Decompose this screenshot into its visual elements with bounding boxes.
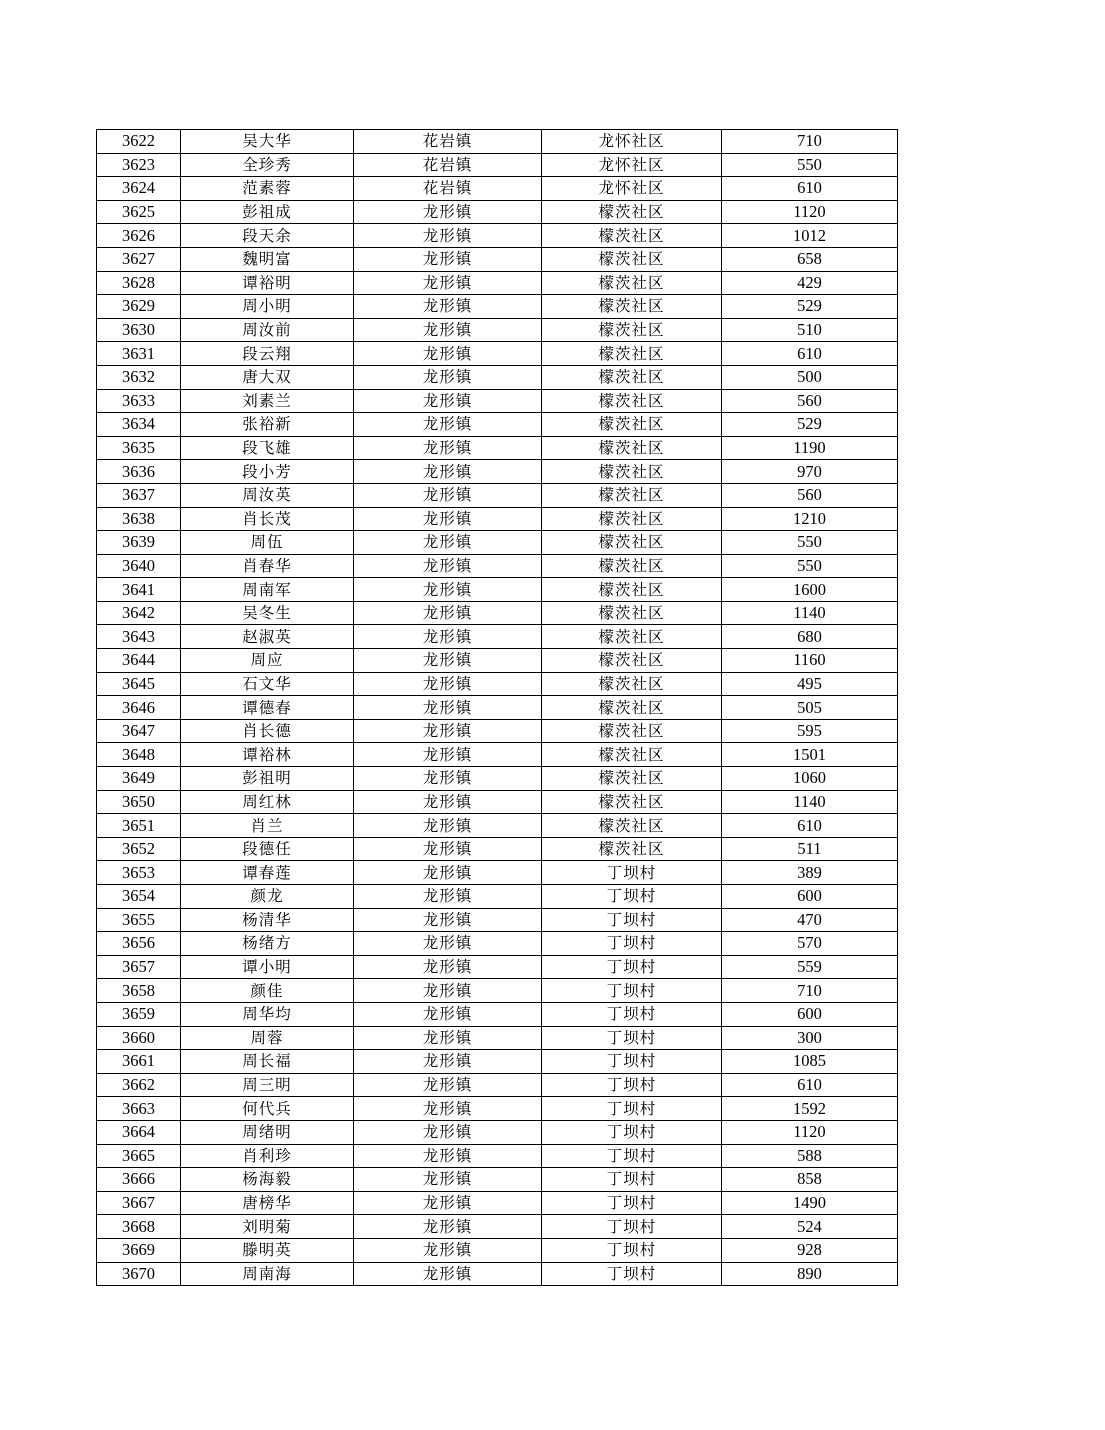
community-cell: 檬茨社区 <box>542 767 722 791</box>
row-id-cell: 3669 <box>97 1238 181 1262</box>
town-cell: 龙形镇 <box>354 837 542 861</box>
amount-cell: 1190 <box>722 436 898 460</box>
amount-cell: 600 <box>722 1002 898 1026</box>
amount-cell: 560 <box>722 389 898 413</box>
row-id-cell: 3668 <box>97 1215 181 1239</box>
amount-cell: 610 <box>722 177 898 201</box>
town-cell: 龙形镇 <box>354 295 542 319</box>
town-cell: 龙形镇 <box>354 318 542 342</box>
name-cell: 周小明 <box>181 295 354 319</box>
community-cell: 檬茨社区 <box>542 295 722 319</box>
table-row <box>97 295 898 319</box>
row-id-cell: 3622 <box>97 130 181 154</box>
row-id-cell: 3630 <box>97 318 181 342</box>
table-row <box>97 483 898 507</box>
community-cell: 檬茨社区 <box>542 790 722 814</box>
table-row <box>97 861 898 885</box>
community-cell: 檬茨社区 <box>542 625 722 649</box>
amount-cell: 389 <box>722 861 898 885</box>
amount-cell: 680 <box>722 625 898 649</box>
row-id-cell: 3634 <box>97 413 181 437</box>
amount-cell: 600 <box>722 885 898 909</box>
community-cell: 丁坝村 <box>542 885 722 909</box>
community-cell: 檬茨社区 <box>542 672 722 696</box>
row-id-cell: 3649 <box>97 767 181 791</box>
row-id-cell: 3660 <box>97 1026 181 1050</box>
town-cell: 龙形镇 <box>354 460 542 484</box>
table-row <box>97 1215 898 1239</box>
row-id-cell: 3637 <box>97 483 181 507</box>
amount-cell: 1085 <box>722 1050 898 1074</box>
town-cell: 龙形镇 <box>354 979 542 1003</box>
community-cell: 丁坝村 <box>542 1168 722 1192</box>
table-row <box>97 1050 898 1074</box>
community-cell: 檬茨社区 <box>542 814 722 838</box>
row-id-cell: 3641 <box>97 578 181 602</box>
community-cell: 丁坝村 <box>542 955 722 979</box>
town-cell: 龙形镇 <box>354 1238 542 1262</box>
amount-cell: 1120 <box>722 200 898 224</box>
table-body <box>97 130 898 1286</box>
town-cell: 龙形镇 <box>354 271 542 295</box>
amount-cell: 1060 <box>722 767 898 791</box>
row-id-cell: 3648 <box>97 743 181 767</box>
name-cell: 周华均 <box>181 1002 354 1026</box>
row-id-cell: 3647 <box>97 719 181 743</box>
row-id-cell: 3646 <box>97 696 181 720</box>
table-row <box>97 1026 898 1050</box>
name-cell: 彭祖明 <box>181 767 354 791</box>
table-row <box>97 1002 898 1026</box>
table-row <box>97 601 898 625</box>
row-id-cell: 3644 <box>97 649 181 673</box>
row-id-cell: 3626 <box>97 224 181 248</box>
amount-cell: 610 <box>722 342 898 366</box>
town-cell: 龙形镇 <box>354 1050 542 1074</box>
town-cell: 龙形镇 <box>354 1097 542 1121</box>
name-cell: 杨海毅 <box>181 1168 354 1192</box>
name-cell: 张裕新 <box>181 413 354 437</box>
town-cell: 龙形镇 <box>354 224 542 248</box>
row-id-cell: 3623 <box>97 153 181 177</box>
town-cell: 花岩镇 <box>354 130 542 154</box>
name-cell: 周蓉 <box>181 1026 354 1050</box>
town-cell: 龙形镇 <box>354 1073 542 1097</box>
name-cell: 周三明 <box>181 1073 354 1097</box>
row-id-cell: 3638 <box>97 507 181 531</box>
community-cell: 龙怀社区 <box>542 153 722 177</box>
name-cell: 周绪明 <box>181 1120 354 1144</box>
community-cell: 檬茨社区 <box>542 837 722 861</box>
table-row <box>97 1073 898 1097</box>
amount-cell: 1140 <box>722 601 898 625</box>
table-row <box>97 578 898 602</box>
amount-cell: 570 <box>722 932 898 956</box>
table-row <box>97 365 898 389</box>
row-id-cell: 3658 <box>97 979 181 1003</box>
amount-cell: 610 <box>722 1073 898 1097</box>
amount-cell: 495 <box>722 672 898 696</box>
row-id-cell: 3665 <box>97 1144 181 1168</box>
name-cell: 吴大华 <box>181 130 354 154</box>
town-cell: 龙形镇 <box>354 696 542 720</box>
amount-cell: 524 <box>722 1215 898 1239</box>
row-id-cell: 3624 <box>97 177 181 201</box>
amount-cell: 710 <box>722 979 898 1003</box>
town-cell: 龙形镇 <box>354 578 542 602</box>
name-cell: 谭春莲 <box>181 861 354 885</box>
row-id-cell: 3625 <box>97 200 181 224</box>
community-cell: 檬茨社区 <box>542 554 722 578</box>
town-cell: 龙形镇 <box>354 1120 542 1144</box>
row-id-cell: 3642 <box>97 601 181 625</box>
name-cell: 肖兰 <box>181 814 354 838</box>
community-cell: 檬茨社区 <box>542 460 722 484</box>
table-row <box>97 979 898 1003</box>
amount-cell: 1012 <box>722 224 898 248</box>
table-row <box>97 1262 898 1286</box>
row-id-cell: 3670 <box>97 1262 181 1286</box>
row-id-cell: 3650 <box>97 790 181 814</box>
town-cell: 龙形镇 <box>354 1215 542 1239</box>
name-cell: 谭小明 <box>181 955 354 979</box>
community-cell: 檬茨社区 <box>542 271 722 295</box>
town-cell: 龙形镇 <box>354 507 542 531</box>
table-row <box>97 200 898 224</box>
table-row <box>97 224 898 248</box>
row-id-cell: 3655 <box>97 908 181 932</box>
row-id-cell: 3664 <box>97 1120 181 1144</box>
community-cell: 檬茨社区 <box>542 507 722 531</box>
name-cell: 段飞雄 <box>181 436 354 460</box>
row-id-cell: 3631 <box>97 342 181 366</box>
name-cell: 谭裕明 <box>181 271 354 295</box>
town-cell: 龙形镇 <box>354 1191 542 1215</box>
community-cell: 檬茨社区 <box>542 413 722 437</box>
town-cell: 龙形镇 <box>354 531 542 555</box>
table-row <box>97 271 898 295</box>
table-row <box>97 625 898 649</box>
name-cell: 赵淑英 <box>181 625 354 649</box>
community-cell: 檬茨社区 <box>542 696 722 720</box>
town-cell: 龙形镇 <box>354 814 542 838</box>
amount-cell: 500 <box>722 365 898 389</box>
amount-cell: 1501 <box>722 743 898 767</box>
community-cell: 檬茨社区 <box>542 601 722 625</box>
row-id-cell: 3640 <box>97 554 181 578</box>
town-cell: 花岩镇 <box>354 177 542 201</box>
row-id-cell: 3639 <box>97 531 181 555</box>
row-id-cell: 3667 <box>97 1191 181 1215</box>
name-cell: 周汝英 <box>181 483 354 507</box>
community-cell: 丁坝村 <box>542 1026 722 1050</box>
amount-cell: 300 <box>722 1026 898 1050</box>
data-table <box>96 129 898 1286</box>
town-cell: 龙形镇 <box>354 743 542 767</box>
community-cell: 龙怀社区 <box>542 130 722 154</box>
name-cell: 唐榜华 <box>181 1191 354 1215</box>
table-row <box>97 342 898 366</box>
town-cell: 龙形镇 <box>354 790 542 814</box>
table-row <box>97 932 898 956</box>
row-id-cell: 3666 <box>97 1168 181 1192</box>
row-id-cell: 3656 <box>97 932 181 956</box>
row-id-cell: 3645 <box>97 672 181 696</box>
community-cell: 丁坝村 <box>542 1215 722 1239</box>
community-cell: 檬茨社区 <box>542 224 722 248</box>
name-cell: 周伍 <box>181 531 354 555</box>
amount-cell: 559 <box>722 955 898 979</box>
table-row <box>97 247 898 271</box>
community-cell: 丁坝村 <box>542 1262 722 1286</box>
amount-cell: 529 <box>722 295 898 319</box>
name-cell: 周南海 <box>181 1262 354 1286</box>
row-id-cell: 3632 <box>97 365 181 389</box>
name-cell: 刘明菊 <box>181 1215 354 1239</box>
table-row <box>97 531 898 555</box>
town-cell: 龙形镇 <box>354 554 542 578</box>
name-cell: 肖长德 <box>181 719 354 743</box>
town-cell: 龙形镇 <box>354 767 542 791</box>
community-cell: 檬茨社区 <box>542 342 722 366</box>
name-cell: 周红林 <box>181 790 354 814</box>
table-row <box>97 177 898 201</box>
name-cell: 段天余 <box>181 224 354 248</box>
name-cell: 石文华 <box>181 672 354 696</box>
amount-cell: 610 <box>722 814 898 838</box>
row-id-cell: 3652 <box>97 837 181 861</box>
town-cell: 花岩镇 <box>354 153 542 177</box>
table-row <box>97 153 898 177</box>
table-row <box>97 814 898 838</box>
amount-cell: 710 <box>722 130 898 154</box>
community-cell: 檬茨社区 <box>542 483 722 507</box>
table-row <box>97 672 898 696</box>
row-id-cell: 3635 <box>97 436 181 460</box>
name-cell: 全珍秀 <box>181 153 354 177</box>
town-cell: 龙形镇 <box>354 200 542 224</box>
town-cell: 龙形镇 <box>354 389 542 413</box>
row-id-cell: 3654 <box>97 885 181 909</box>
row-id-cell: 3662 <box>97 1073 181 1097</box>
town-cell: 龙形镇 <box>354 1026 542 1050</box>
town-cell: 龙形镇 <box>354 1144 542 1168</box>
row-id-cell: 3663 <box>97 1097 181 1121</box>
town-cell: 龙形镇 <box>354 861 542 885</box>
table-row <box>97 318 898 342</box>
amount-cell: 595 <box>722 719 898 743</box>
amount-cell: 550 <box>722 153 898 177</box>
amount-cell: 588 <box>722 1144 898 1168</box>
row-id-cell: 3628 <box>97 271 181 295</box>
community-cell: 檬茨社区 <box>542 719 722 743</box>
name-cell: 肖利珍 <box>181 1144 354 1168</box>
community-cell: 丁坝村 <box>542 1002 722 1026</box>
town-cell: 龙形镇 <box>354 719 542 743</box>
row-id-cell: 3627 <box>97 247 181 271</box>
community-cell: 丁坝村 <box>542 1050 722 1074</box>
name-cell: 谭德春 <box>181 696 354 720</box>
name-cell: 颜龙 <box>181 885 354 909</box>
row-id-cell: 3651 <box>97 814 181 838</box>
town-cell: 龙形镇 <box>354 365 542 389</box>
amount-cell: 1210 <box>722 507 898 531</box>
amount-cell: 505 <box>722 696 898 720</box>
name-cell: 周南军 <box>181 578 354 602</box>
community-cell: 丁坝村 <box>542 1097 722 1121</box>
row-id-cell: 3643 <box>97 625 181 649</box>
town-cell: 龙形镇 <box>354 955 542 979</box>
community-cell: 丁坝村 <box>542 861 722 885</box>
name-cell: 何代兵 <box>181 1097 354 1121</box>
community-cell: 檬茨社区 <box>542 436 722 460</box>
row-id-cell: 3659 <box>97 1002 181 1026</box>
row-id-cell: 3633 <box>97 389 181 413</box>
amount-cell: 429 <box>722 271 898 295</box>
table-row <box>97 743 898 767</box>
amount-cell: 560 <box>722 483 898 507</box>
community-cell: 丁坝村 <box>542 979 722 1003</box>
row-id-cell: 3653 <box>97 861 181 885</box>
community-cell: 檬茨社区 <box>542 389 722 413</box>
name-cell: 段德任 <box>181 837 354 861</box>
name-cell: 魏明富 <box>181 247 354 271</box>
table-row <box>97 955 898 979</box>
town-cell: 龙形镇 <box>354 932 542 956</box>
table-row <box>97 1168 898 1192</box>
community-cell: 檬茨社区 <box>542 531 722 555</box>
amount-cell: 1120 <box>722 1120 898 1144</box>
amount-cell: 970 <box>722 460 898 484</box>
data-table-container <box>96 129 897 1286</box>
row-id-cell: 3636 <box>97 460 181 484</box>
town-cell: 龙形镇 <box>354 1002 542 1026</box>
name-cell: 杨清华 <box>181 908 354 932</box>
community-cell: 龙怀社区 <box>542 177 722 201</box>
table-row <box>97 130 898 154</box>
name-cell: 唐大双 <box>181 365 354 389</box>
name-cell: 段小芳 <box>181 460 354 484</box>
table-row <box>97 1238 898 1262</box>
community-cell: 丁坝村 <box>542 932 722 956</box>
name-cell: 彭祖成 <box>181 200 354 224</box>
table-row <box>97 719 898 743</box>
table-row <box>97 649 898 673</box>
table-row <box>97 507 898 531</box>
name-cell: 范素蓉 <box>181 177 354 201</box>
name-cell: 杨绪方 <box>181 932 354 956</box>
amount-cell: 1160 <box>722 649 898 673</box>
name-cell: 周长福 <box>181 1050 354 1074</box>
community-cell: 丁坝村 <box>542 1073 722 1097</box>
amount-cell: 550 <box>722 554 898 578</box>
amount-cell: 470 <box>722 908 898 932</box>
town-cell: 龙形镇 <box>354 672 542 696</box>
amount-cell: 1140 <box>722 790 898 814</box>
community-cell: 檬茨社区 <box>542 318 722 342</box>
name-cell: 段云翔 <box>181 342 354 366</box>
table-row <box>97 1191 898 1215</box>
table-row <box>97 1097 898 1121</box>
amount-cell: 1600 <box>722 578 898 602</box>
town-cell: 龙形镇 <box>354 649 542 673</box>
table-row <box>97 885 898 909</box>
community-cell: 丁坝村 <box>542 908 722 932</box>
row-id-cell: 3629 <box>97 295 181 319</box>
table-row <box>97 389 898 413</box>
amount-cell: 1490 <box>722 1191 898 1215</box>
amount-cell: 928 <box>722 1238 898 1262</box>
amount-cell: 858 <box>722 1168 898 1192</box>
name-cell: 谭裕林 <box>181 743 354 767</box>
amount-cell: 529 <box>722 413 898 437</box>
name-cell: 刘素兰 <box>181 389 354 413</box>
amount-cell: 550 <box>722 531 898 555</box>
town-cell: 龙形镇 <box>354 1168 542 1192</box>
town-cell: 龙形镇 <box>354 483 542 507</box>
table-row <box>97 908 898 932</box>
amount-cell: 890 <box>722 1262 898 1286</box>
town-cell: 龙形镇 <box>354 625 542 649</box>
town-cell: 龙形镇 <box>354 342 542 366</box>
community-cell: 檬茨社区 <box>542 649 722 673</box>
table-row <box>97 413 898 437</box>
community-cell: 檬茨社区 <box>542 247 722 271</box>
table-row <box>97 767 898 791</box>
table-row <box>97 436 898 460</box>
amount-cell: 658 <box>722 247 898 271</box>
community-cell: 檬茨社区 <box>542 365 722 389</box>
town-cell: 龙形镇 <box>354 413 542 437</box>
table-row <box>97 1120 898 1144</box>
name-cell: 周应 <box>181 649 354 673</box>
amount-cell: 1592 <box>722 1097 898 1121</box>
community-cell: 丁坝村 <box>542 1120 722 1144</box>
row-id-cell: 3657 <box>97 955 181 979</box>
table-row <box>97 460 898 484</box>
name-cell: 颜佳 <box>181 979 354 1003</box>
town-cell: 龙形镇 <box>354 247 542 271</box>
row-id-cell: 3661 <box>97 1050 181 1074</box>
table-row <box>97 696 898 720</box>
community-cell: 檬茨社区 <box>542 578 722 602</box>
community-cell: 檬茨社区 <box>542 200 722 224</box>
town-cell: 龙形镇 <box>354 908 542 932</box>
table-row <box>97 837 898 861</box>
table-row <box>97 554 898 578</box>
town-cell: 龙形镇 <box>354 601 542 625</box>
name-cell: 肖长茂 <box>181 507 354 531</box>
community-cell: 丁坝村 <box>542 1191 722 1215</box>
name-cell: 肖春华 <box>181 554 354 578</box>
name-cell: 滕明英 <box>181 1238 354 1262</box>
name-cell: 周汝前 <box>181 318 354 342</box>
town-cell: 龙形镇 <box>354 1262 542 1286</box>
community-cell: 丁坝村 <box>542 1144 722 1168</box>
community-cell: 丁坝村 <box>542 1238 722 1262</box>
name-cell: 吴冬生 <box>181 601 354 625</box>
town-cell: 龙形镇 <box>354 885 542 909</box>
amount-cell: 510 <box>722 318 898 342</box>
table-row <box>97 1144 898 1168</box>
amount-cell: 511 <box>722 837 898 861</box>
community-cell: 檬茨社区 <box>542 743 722 767</box>
table-row <box>97 790 898 814</box>
town-cell: 龙形镇 <box>354 436 542 460</box>
